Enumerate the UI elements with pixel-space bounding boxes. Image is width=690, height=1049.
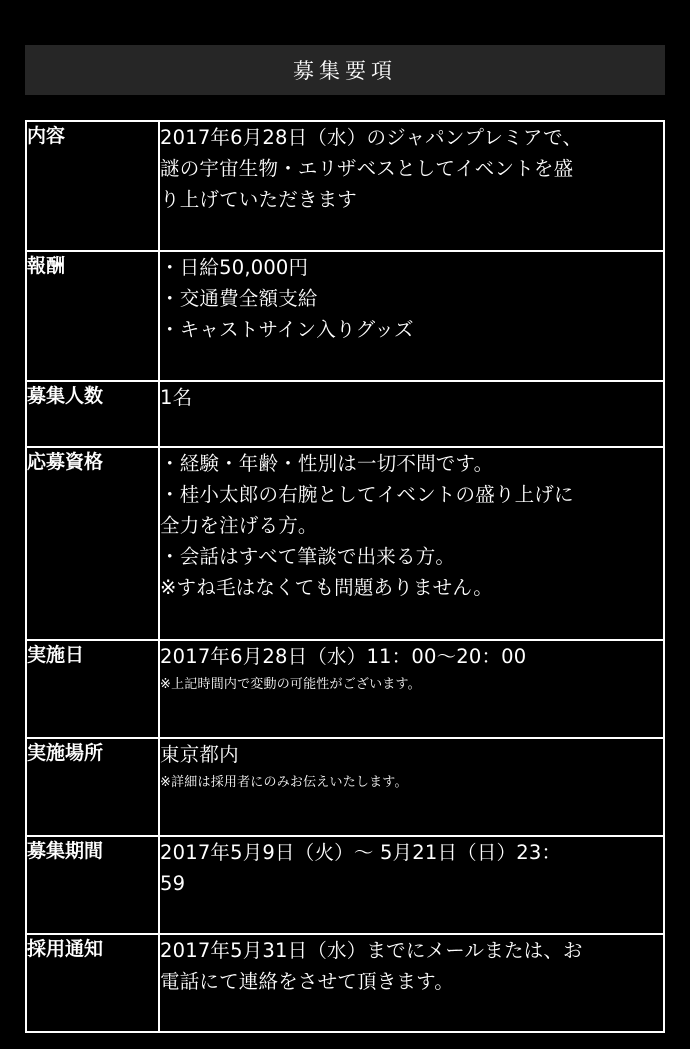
row-value — [159, 251, 664, 381]
row-date — [26, 640, 664, 738]
row-value — [159, 934, 664, 1032]
note-text: ※上記時間内で変動の可能性がございます。 — [160, 677, 421, 692]
value-line: ・キャストサイン入りグッズ — [160, 318, 414, 341]
value-line: 東京都内 — [160, 743, 239, 766]
value-line: 全力を注げる方。 — [160, 514, 318, 537]
value-line: 電話にて連絡をさせて頂きます。 — [160, 970, 454, 993]
row-notification — [26, 934, 664, 1032]
row-label: 応募資格 — [26, 447, 159, 640]
value-line: 2017年5月31日（水）までにメールまたは、お — [160, 939, 583, 962]
value-line: 1名 — [160, 386, 193, 409]
value-line: 2017年5月9日（火）〜 5月21日（日）23： — [160, 841, 562, 864]
value-line: ・交通費全額支給 — [160, 287, 318, 310]
row-label: 実施場所 — [26, 738, 159, 836]
row-label: 報酬 — [26, 251, 159, 381]
requirements-table — [25, 120, 665, 1033]
row-value — [159, 381, 664, 447]
row-value — [159, 738, 664, 836]
value-line: 2017年6月28日（水）のジャパンプレミアで、 — [160, 126, 583, 149]
row-label: 内容 — [26, 121, 159, 251]
value-line: 2017年6月28日（水）11：00〜20：00 — [160, 645, 527, 668]
section-title: 募集要項 — [293, 59, 397, 83]
value-line: り上げていただきます — [160, 188, 358, 211]
value-line: 謎の宇宙生物・エリザベスとしてイベントを盛 — [160, 157, 574, 180]
row-value — [159, 121, 664, 251]
row-value — [159, 640, 664, 738]
value-line: ・経験・年齢・性別は一切不問です。 — [160, 452, 494, 475]
row-headcount — [26, 381, 664, 447]
row-label: 実施日 — [26, 640, 159, 738]
row-location — [26, 738, 664, 836]
row-reward — [26, 251, 664, 381]
value-line: ・日給50,000円 — [160, 256, 309, 279]
row-content — [26, 121, 664, 251]
value-line: ・桂小太郎の右腕としてイベントの盛り上げに — [160, 483, 574, 506]
row-period — [26, 836, 664, 934]
value-line: ※すね毛はなくても問題ありません。 — [160, 576, 493, 599]
note-text: ※詳細は採用者にのみお伝えいたします。 — [160, 775, 408, 790]
row-label: 採用通知 — [26, 934, 159, 1032]
value-line: ・会話はすべて筆談で出来る方。 — [160, 545, 456, 568]
row-qualification — [26, 447, 664, 640]
row-label: 募集人数 — [26, 381, 159, 447]
value-line: 59 — [160, 872, 186, 895]
row-value — [159, 447, 664, 640]
section-header — [25, 45, 665, 95]
row-value — [159, 836, 664, 934]
row-label: 募集期間 — [26, 836, 159, 934]
